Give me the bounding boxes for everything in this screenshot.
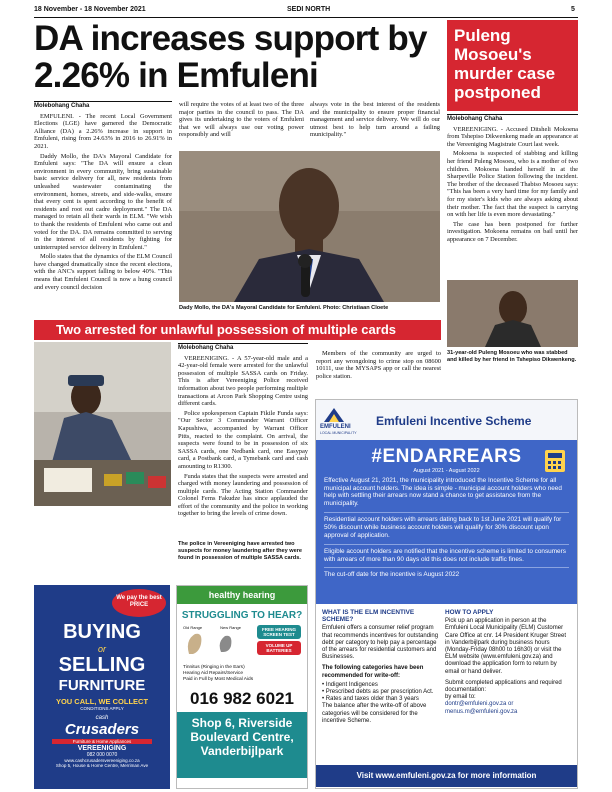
emfuleni-logo-icon (322, 404, 346, 424)
emfuleni-what-column (322, 609, 445, 765)
arrest-banner: Two arrested for unlawful possession of multiple cards (34, 320, 441, 340)
what-heading: WHAT IS THE ELM INCENTIVE SCHEME? (322, 609, 415, 624)
endarrears-paragraph: Effective August 21, 2021, the municipality introduced the Incentive Scheme for all municipal account holders. The idea is simple - municipal account holders who need help with settling their arrears now stand a chance to get assistance from the municipality. (324, 477, 562, 507)
side-paragraph: Mokoena is suspected of stabbing and killing her friend Puleng Mosoeu, who is a mother of two children. Mokoena handed herself in at the Sharpeville Police Station following the incident. The brother of the deceased Thabiso Mosoeu says: "This has been a very hard time for my family and for my sister's kids who are always asking about their mother. The fact that the suspect is carrying on with her life is even more devastating." (447, 150, 578, 219)
side-headline: Puleng Mosoeu's murder case postponed (454, 26, 556, 102)
folio-date: 18 November - 18 November 2021 (34, 6, 146, 13)
emfuleni-ad[interactable] (315, 399, 578, 789)
write-off-item: • Prescribed debts as per prescription Act. (322, 689, 434, 696)
hearing-products (183, 625, 241, 663)
hearing-ad[interactable] (176, 585, 308, 789)
endarrears-panel (316, 440, 577, 604)
buying-label: BUYING (63, 621, 141, 643)
arrest-photo-caption: The police in Vereeniging have arrested two suspects for money laundering after they were found in possession of multiple SASSA cards. (178, 541, 303, 561)
submit-label: Submit completed applications and required documentation: (445, 679, 562, 694)
lead-headline: DA increases support by 2.26% in Emfuleni (34, 19, 427, 95)
or-label: or (97, 644, 106, 654)
email-link-2[interactable]: menus.m@emfuleni.gov.za (445, 708, 518, 715)
batteries-badge: VOLUME UP BATTERIES (257, 641, 301, 655)
emfuleni-logo-word: EMFULENI (320, 424, 351, 430)
write-off-item: • Rates and taxes older than 3 years (322, 696, 419, 703)
free-screening-badge: FREE HEARING SCREEN TEST (257, 625, 301, 639)
calculator-icon (542, 448, 568, 474)
endarrears-hashtag: #ENDARREARS (371, 446, 522, 467)
lead-column-1 (34, 101, 172, 317)
emfuleni-footer[interactable]: Visit www.emfuleni.gov.za for more information (316, 765, 577, 787)
arrest-column-1 (178, 343, 308, 536)
endarrears-cutoff: The cut-off date for the incentive is August 2022 (324, 567, 569, 578)
arrest-paragraph: Members of the community are urged to report any wrongdoing to crime stop on 08600 10111, use the MYSAPS app or call the nearest police station. (316, 350, 441, 380)
list-heading: The following categories have been recommended for write-off: (322, 665, 424, 679)
portrait-illustration (179, 151, 440, 302)
woman-portrait-illustration (447, 280, 578, 347)
branch-website[interactable]: www.cashcrusadersvereeniging.co.za (64, 758, 140, 763)
branch-phone: 082 000 0070 (86, 752, 118, 758)
hearing-address-line-1: Shop 6, Riverside (191, 716, 293, 730)
side-photo (447, 280, 578, 347)
folio-paper: SEDI NORTH (287, 6, 331, 13)
hearing-address-line-2: Boulevard Centre, (190, 730, 294, 744)
lead-photo-caption: Dady Mollo, the DA's Mayoral Candidate for Emfuleni. Photo: Christiaan Cloete (179, 305, 389, 311)
arrest-byline: Molebohang Chaha (178, 343, 308, 353)
emfuleni-title: Emfuleni Incentive Scheme (376, 414, 532, 428)
lead-paragraph: always vote in the best interest of the residents and the municipality to ensure proper financial management and service delivery. We will do our utmost best to help turn around a failing municipality." (310, 101, 440, 139)
emfuleni-header (316, 400, 577, 440)
side-headline-box (447, 20, 578, 111)
collect-conditions: CONDITIONS APPLY (80, 706, 124, 711)
emfuleni-how-column (445, 609, 571, 765)
how-body: Pick up an application in person at the Emfuleni Local Municipality (ELM) Customer Care Office at cnr. 14 President Kruger Street in Vanderbijlpark during business hours (Monday-Friday 08h00 to 16h30) or visit the ELM website (www.emfuleni.gov.za) and download the application form to return by email or hand deliver. (445, 618, 566, 675)
hearing-bullet: Hearing Aid Repairs/Service (183, 671, 243, 676)
folio-rule (34, 17, 578, 18)
arrest-paragraph: Funda states that the suspects were arrested and charged with money laundering and possession of multiple cards. The Acting Station Commander Colonel Ferns Fakudze has since applauded the effort of the community and the police in working together to bring the levels of crime down. (178, 472, 308, 518)
email-label: by email to: (445, 694, 476, 701)
hearing-bullet: Paid in Full by Most Medical Aids (183, 677, 254, 682)
lead-column-3 (310, 101, 440, 147)
lead-paragraph: Daddy Mollo, the DA's Mayoral Candidate for Emfuleni says: "The DA will ensure a clean environment in every community, bring sustainable basic service delivery for all, new residents from unleashed wastewater contaminating the environment, homes, streets, and side-walks, ensure that every cent is spent according to the benefit of residents and root out cadre deployment." The DA managed to retain all their wards in ELM. "We wish to thank the residents of Emfuleni who came out and voted for the DA. DA remains committed to serving in the interest of all residents by fighting for uninterrupted service delivery in Emfuleni." (34, 152, 172, 251)
collect-label: YOU CALL, WE COLLECT (55, 697, 149, 706)
write-off-text: Rates and taxes older than 3 years (325, 696, 419, 703)
email-link-1[interactable]: dontr@emfuleni.gov.za or (445, 701, 514, 708)
arrest-column-2 (316, 350, 441, 390)
lead-paragraph: will require the votes of at least two of the three major parties in the council to pass. The DA gives its undertaking to the voters of Emfuleni that we will always use our voting power responsibly and will (179, 101, 304, 139)
side-photo-caption: 31-year-old Puleng Mosoeu who was stabbed and killed by her friend in Tshepiso Dikwenkeng. (447, 350, 577, 363)
lead-byline: Molebohang Chaha (34, 101, 172, 111)
lead-paragraph: Mollo states that the dynamics of the ELM Council have changed dramatically since the recent elections, with the ANC's support falling to below 40%. "This means that Emfuleni Council is now a hung council and every council decision (34, 253, 172, 291)
list-tail: The balance after the write-off of above categories will be considered for the incentive Scheme. (322, 703, 427, 724)
write-off-item: • Indigent Indigences (322, 681, 378, 688)
arrest-paragraph: VEREENIGING. - A 57-year-old male and a 42-year-old female were arrested for the unlawful possession of multiple SASSA cards on Friday. This is after Vereeniging Police received information about two people performing multiple transactions at Arcon Park Shopping Centre using different cards. (178, 354, 308, 408)
side-byline: Molebohang Chaha (447, 114, 578, 124)
hearing-bullet: Tinnitus (Ringing in the Ears) (183, 665, 245, 670)
new-range-label: New Range (220, 625, 241, 630)
write-off-text: Prescribed debts as per prescription Act. (325, 689, 434, 696)
hearing-bullet-list (177, 663, 307, 685)
hearing-aid-icon (183, 630, 241, 658)
endarrears-paragraph: Residential account holders with arrears dating back to 1st June 2021 will qualify for 50% discount while business account holders will qualify for 30% discount upon approval of application. (324, 512, 569, 539)
endarrears-paragraph: Eligible account holders are notified that the incentive scheme is limited to consumers with arrears of more than 90 days old this does not include traffic fines. (324, 544, 569, 563)
emfuleni-logo-sub: LOCAL MUNICIPALITY (320, 431, 357, 435)
police-officer-illustration (34, 342, 171, 506)
hearing-brand: healthy hearing (177, 586, 307, 604)
folio-page: 5 (571, 6, 575, 13)
brand-small: cash (95, 715, 109, 721)
lead-photo (179, 151, 440, 302)
branch-label: VEREENIGING (77, 745, 127, 752)
brand-tagline: Furniture & Home Appliances (52, 739, 152, 744)
how-heading: HOW TO APPLY (445, 609, 494, 616)
old-range-label: Old Range (183, 625, 203, 630)
side-paragraph: The case has been postponed for further investigation. Mokoena remains on bail until her appearance on 7 December. (447, 220, 578, 243)
price-sticker: We pay the best PRICE (112, 589, 166, 617)
side-paragraph: VEREENIGING. - Accused Ditsheli Mokoena from Tshepiso Dikwenkeng made an appearance at the Vereeniging Magistrate Court last week. (447, 125, 578, 148)
furniture-ad[interactable] (34, 585, 170, 789)
lead-paragraph: EMFULENI. - The recent Local Government Elections (LGE) have garnered the Democratic Alliance (DA) a 2.26% increase in support in Emfuleni, rising from 24.63% in 2016 to 26.91% in 2021. (34, 112, 172, 150)
furniture-label: FURNITURE (58, 677, 146, 694)
emfuleni-info (316, 604, 577, 765)
hearing-phone[interactable]: 016 982 6021 (190, 689, 294, 708)
arrest-paragraph: Police spokesperson Captain Fikile Funda says: "Our Sector 3 Commander Warrant Officer Kapushiwa, accompanied by Warrant Officer Pitts, reacted to the complaint. On arrival, the suspects were found to be in possession of six SASSA cards, one Nedbank card, one Easypay card, a Postbank card, a Tymebank card and cash amounting to R1300. (178, 409, 308, 470)
what-body: Emfuleni offers a consumer relief program that recommends incentives for outstanding debt per category to help pay a percentage of the arrears for residential customers and Businesses. (322, 625, 439, 661)
selling-label: SELLING (58, 654, 146, 676)
side-column (447, 114, 578, 276)
arrest-photo (34, 342, 171, 506)
branch-address: Shop 5, House & Home Centre, Merriman Ave (55, 763, 149, 768)
hearing-address-line-3: Vanderbijlpark (200, 744, 284, 758)
hearing-headline: STRUGGLING TO HEAR? (181, 610, 303, 621)
brand-name: Crusaders (64, 721, 140, 738)
endarrears-period: August 2021 - August 2022 (413, 468, 480, 474)
write-off-text: Indigent Indigences (325, 681, 378, 688)
lead-column-2 (179, 101, 304, 147)
